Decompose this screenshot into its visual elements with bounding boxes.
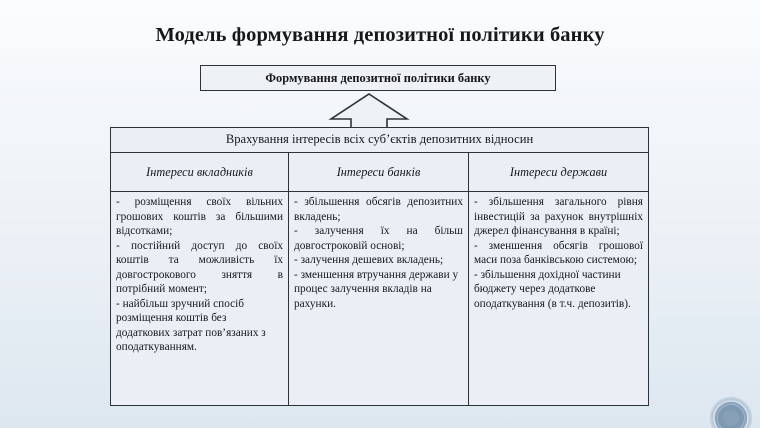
table-header-span: Врахування інтересів всіх суб’єктів депозитних відносин: [111, 128, 649, 153]
top-process-box-label: Формування депозитної політики банку: [265, 70, 491, 85]
list-item: - збільшення дохідної частини бюджету через додаткове оподаткування (в т.ч. депозитів).: [474, 268, 631, 310]
cell-state-interests: [469, 192, 649, 406]
list-item: - найбільш зручний спосіб розміщення коштів без додаткових затрат пов’язаних з оподаткуванням.: [116, 297, 266, 354]
interests-table: [110, 127, 649, 406]
table-body-row: [111, 192, 649, 406]
list-item: - збільшення обсягів депозитних вкладень;: [294, 196, 463, 223]
column-header-state: Інтереси держави: [469, 153, 649, 192]
page-title: Модель формування депозитної політики банку: [155, 24, 605, 46]
list-item: - зменшення втручання держави у процес залучення вкладів на рахунки.: [294, 268, 459, 310]
arrow-up-icon: [327, 92, 411, 130]
circle-orb-icon[interactable]: [709, 396, 753, 428]
list-item: - розміщення своїх вільних грошових коштів за більшими відсотками;: [116, 196, 283, 238]
table-column-header-row: [111, 153, 649, 192]
cell-banks-interests: [289, 192, 469, 406]
list-item: - залучення їх на більш довгостроковій основі;: [294, 225, 463, 252]
list-item: - збільшення загального рівня інвестицій за рахунок внутрішніх джерел фінансування в країні;: [474, 196, 644, 238]
column-header-banks: Інтереси банків: [289, 153, 469, 192]
column-header-depositors: Інтереси вкладників: [111, 153, 289, 192]
table-header-span-row: [111, 128, 649, 153]
top-process-box: [200, 65, 556, 91]
list-item: - постійний доступ до своїх коштів та можливість їх довгострокового зняття в потрібний момент;: [116, 239, 283, 296]
list-item: - зменшення обсягів грошової маси поза банківською системою;: [474, 239, 644, 267]
cell-depositors-interests: [111, 192, 289, 406]
list-item: - залучення дешевих вкладень;: [294, 254, 444, 267]
